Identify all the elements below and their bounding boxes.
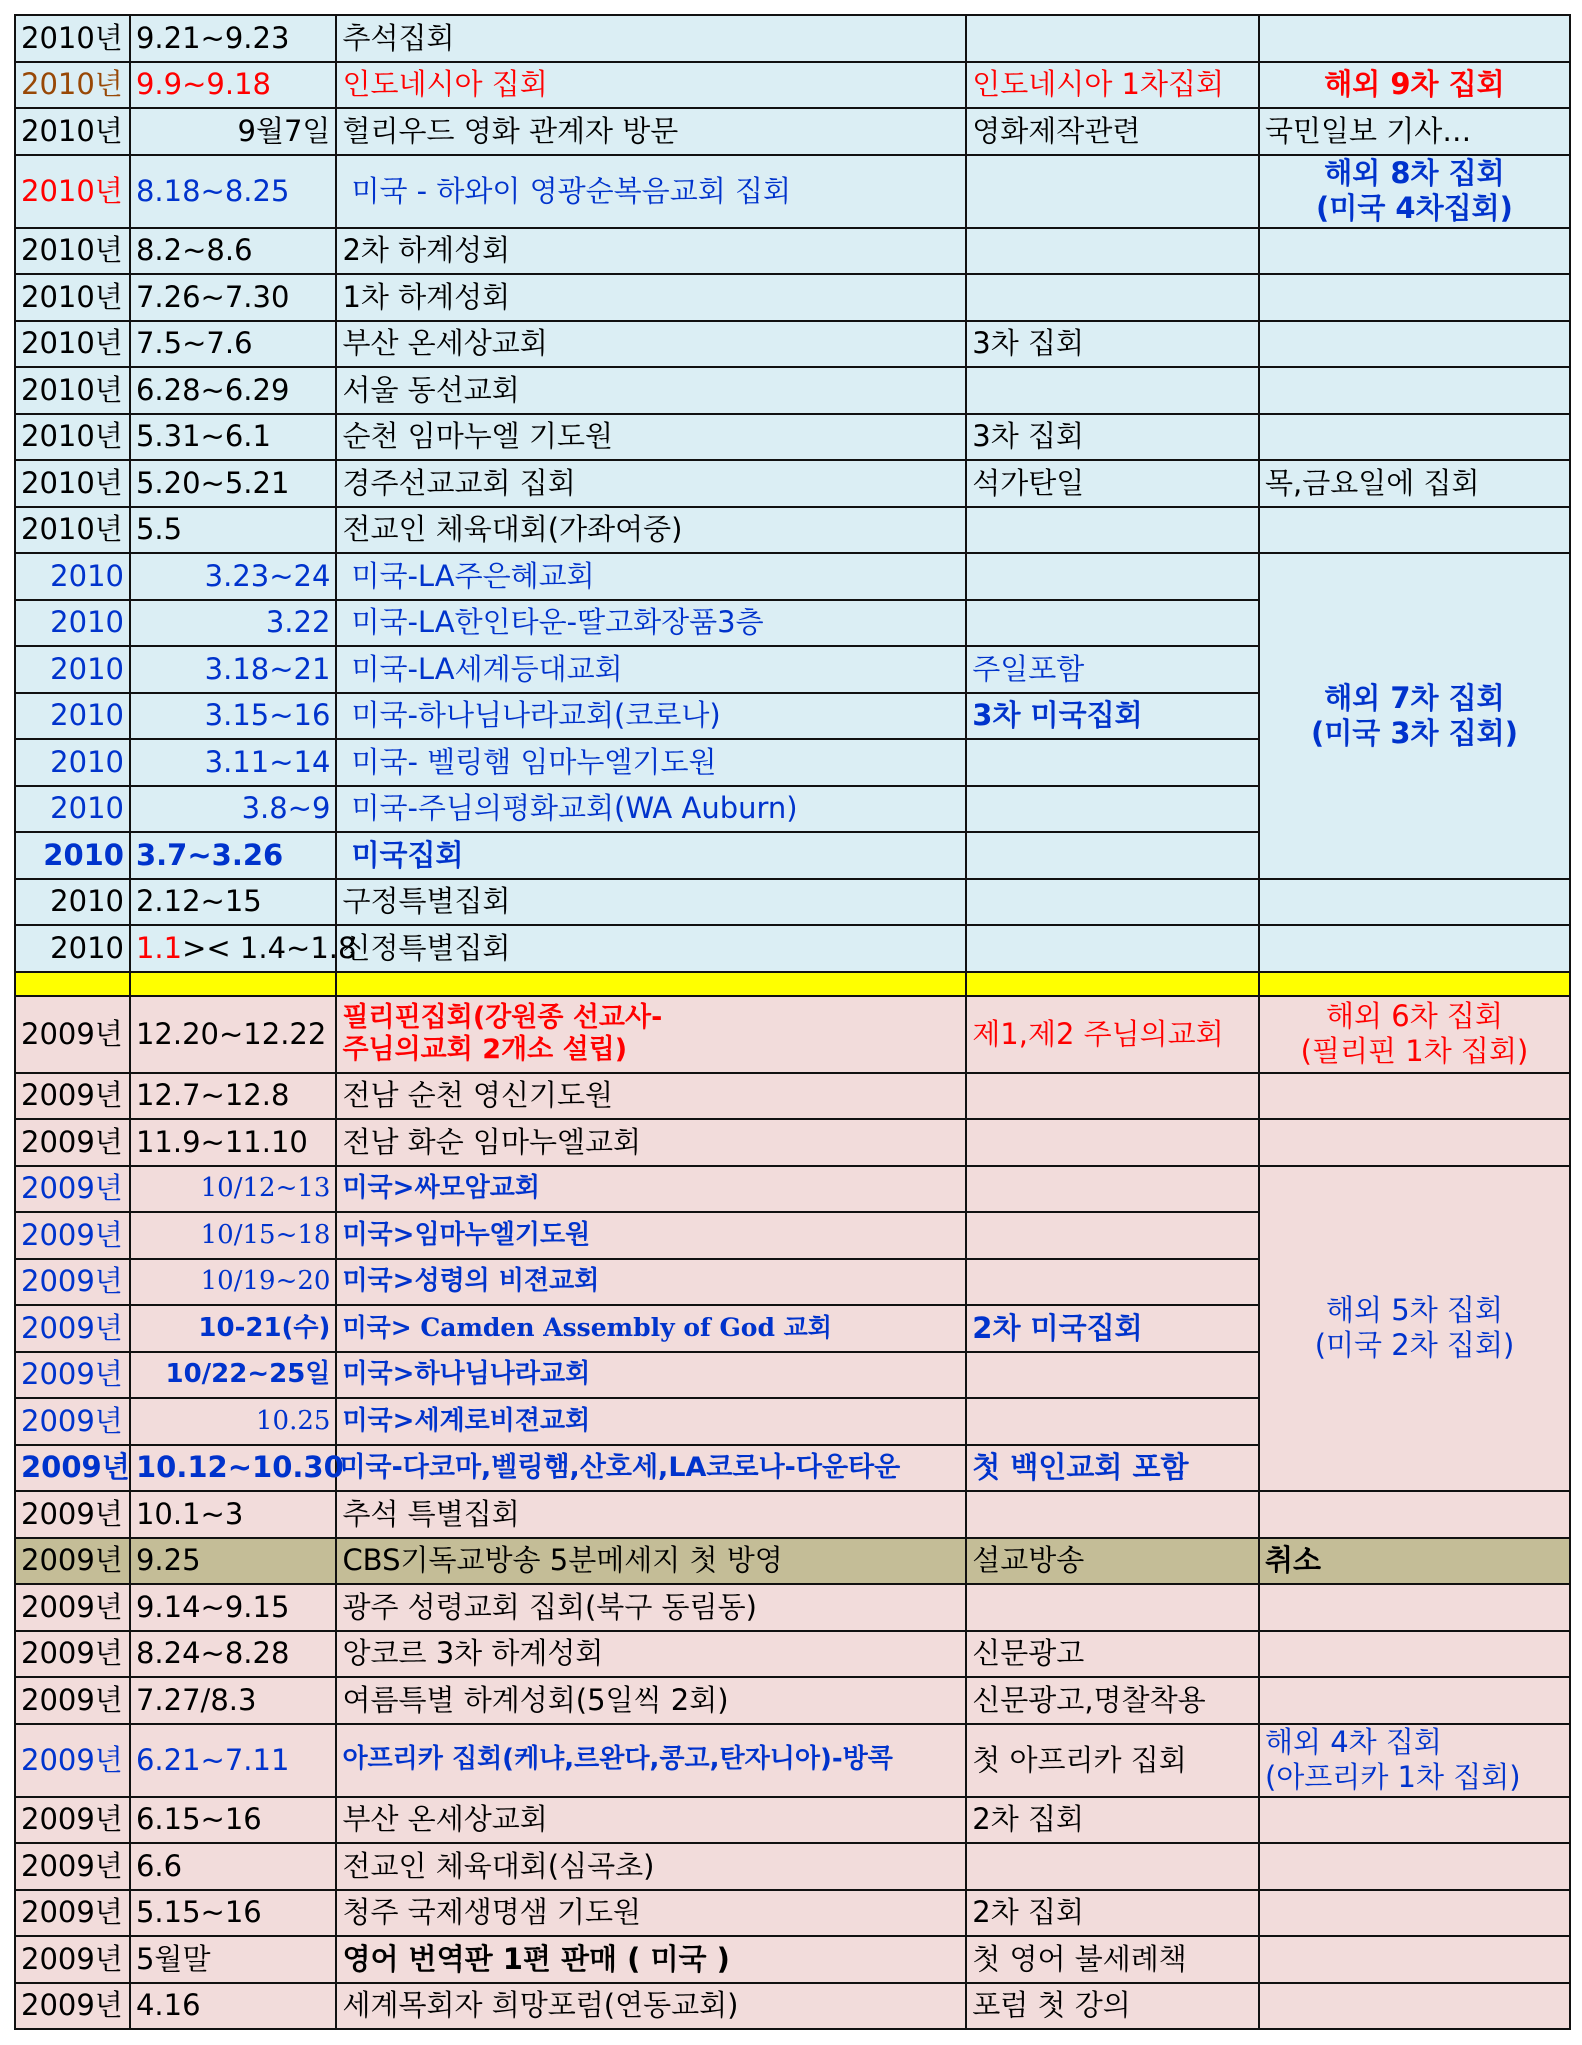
note-cell <box>966 1352 1259 1399</box>
note-cell: 신문광고,명찰착용 <box>966 1677 1259 1724</box>
event-cell: 2차 하계성회 <box>336 228 966 275</box>
year-cell: 2009년 <box>15 1797 130 1844</box>
date-cell: 10/15~18 <box>130 1212 336 1259</box>
overseas-cell: 취소 <box>1259 1538 1570 1585</box>
year-cell: 2010 <box>15 646 130 693</box>
overseas-cell <box>1259 228 1570 275</box>
date-cell: 8.24~8.28 <box>130 1631 336 1678</box>
date-cell: 5.5 <box>130 507 336 554</box>
note-cell: 제1,제2 주님의교회 <box>966 996 1259 1073</box>
overseas-cell <box>1259 1491 1570 1538</box>
table-row <box>15 1119 1570 1166</box>
table-row <box>15 367 1570 414</box>
note-cell <box>966 1212 1259 1259</box>
event-cell: 아프리카 집회(케냐,르완다,콩고,탄자니아)-방콕 <box>336 1724 966 1797</box>
year-cell: 2010년 <box>15 460 130 507</box>
year-cell: 2010년 <box>15 414 130 461</box>
year-cell: 2010년 <box>15 367 130 414</box>
overseas-cell <box>1259 1677 1570 1724</box>
table-row <box>15 1724 1570 1797</box>
table-row <box>15 879 1570 926</box>
overseas-cell <box>1259 321 1570 368</box>
event-cell: 전남 순천 영신기도원 <box>336 1073 966 1120</box>
date-cell: 9월7일 <box>130 108 336 155</box>
overseas-cell <box>1259 1073 1570 1120</box>
year-cell: 2010 <box>15 693 130 740</box>
date-cell: 10/22~25일 <box>130 1352 336 1399</box>
date-cell: 10/19~20 <box>130 1259 336 1306</box>
event-cell: 미국-다코마,벨링햄,산호세,LA코로나-다운타운 <box>336 1445 966 1492</box>
table-row <box>15 1166 1570 1213</box>
date-part: >< 1.4~1.8 <box>182 930 357 965</box>
event-cell: 세계목회자 희망포럼(연동교회) <box>336 1983 966 2030</box>
year-cell: 2010 <box>15 739 130 786</box>
event-cell: 부산 온세상교회 <box>336 1797 966 1844</box>
date-cell: 3.22 <box>130 600 336 647</box>
overseas-cell: 해외 4차 집회 (아프리카 1차 집회) <box>1259 1724 1570 1797</box>
overseas-cell <box>1259 1797 1570 1844</box>
event-cell: 미국집회 <box>336 832 966 879</box>
event-cell: 미국> Camden Assembly of God 교회 <box>336 1305 966 1352</box>
overseas-cell <box>1259 1631 1570 1678</box>
date-cell: 5.31~6.1 <box>130 414 336 461</box>
year-cell: 2010년 <box>15 507 130 554</box>
table-row <box>15 553 1570 600</box>
event-cell: 미국>하나님나라교회 <box>336 1352 966 1399</box>
event-cell: 앙코르 3차 하계성회 <box>336 1631 966 1678</box>
year-cell: 2009년 <box>15 1166 130 1213</box>
overseas-cell <box>1259 414 1570 461</box>
date-cell: 2.12~15 <box>130 879 336 926</box>
year-cell: 2009년 <box>15 1352 130 1399</box>
date-cell: 12.7~12.8 <box>130 1073 336 1120</box>
event-cell: 미국>싸모암교회 <box>336 1166 966 1213</box>
table-row <box>15 507 1570 554</box>
year-cell: 2010 <box>15 925 130 972</box>
event-cell: 경주선교교회 집회 <box>336 460 966 507</box>
table-row <box>15 1584 1570 1631</box>
overseas-cell <box>1259 879 1570 926</box>
note-cell <box>966 879 1259 926</box>
table-row <box>15 1797 1570 1844</box>
event-cell: 미국-LA세계등대교회 <box>336 646 966 693</box>
year-divider <box>15 972 1570 996</box>
event-cell: 추석 특별집회 <box>336 1491 966 1538</box>
note-cell: 2차 집회 <box>966 1797 1259 1844</box>
event-cell: 추석집회 <box>336 15 966 62</box>
date-cell: 9.9~9.18 <box>130 62 336 109</box>
date-cell: 10/12~13 <box>130 1166 336 1213</box>
event-cell: 청주 국제생명샘 기도원 <box>336 1890 966 1937</box>
event-cell: 구정특별집회 <box>336 879 966 926</box>
table-row <box>15 1491 1570 1538</box>
year-cell: 2010 <box>15 786 130 833</box>
table-row <box>15 1936 1570 1983</box>
table-row <box>15 62 1570 109</box>
year-cell: 2009년 <box>15 1584 130 1631</box>
year-cell: 2010년 <box>15 108 130 155</box>
year-cell: 2009년 <box>15 1936 130 1983</box>
year-cell: 2009년 <box>15 1212 130 1259</box>
table-row <box>15 15 1570 62</box>
note-cell <box>966 1259 1259 1306</box>
note-cell: 첫 영어 불세례책 <box>966 1936 1259 1983</box>
note-cell: 신문광고 <box>966 1631 1259 1678</box>
event-cell: CBS기독교방송 5분메세지 첫 방영 <box>336 1538 966 1585</box>
overseas-5-cell: 해외 5차 집회 (미국 2차 집회) <box>1259 1166 1570 1492</box>
date-cell: 11.9~11.10 <box>130 1119 336 1166</box>
event-cell: 필리핀집회(강원종 선교사- 주님의교회 2개소 설립) <box>336 996 966 1073</box>
date-cell: 3.8~9 <box>130 786 336 833</box>
table-row <box>15 1843 1570 1890</box>
note-cell <box>966 832 1259 879</box>
note-cell <box>966 1119 1259 1166</box>
date-cell: 5.15~16 <box>130 1890 336 1937</box>
date-cell: 9.25 <box>130 1538 336 1585</box>
table-row <box>15 155 1570 228</box>
date-cell: 5.20~5.21 <box>130 460 336 507</box>
note-cell <box>966 1491 1259 1538</box>
event-cell: 순천 임마누엘 기도원 <box>336 414 966 461</box>
event-cell: 미국>성령의 비젼교회 <box>336 1259 966 1306</box>
year-cell: 2009년 <box>15 1491 130 1538</box>
overseas-cell <box>1259 1584 1570 1631</box>
note-cell <box>966 739 1259 786</box>
table-row <box>15 108 1570 155</box>
table-row <box>15 1631 1570 1678</box>
date-cell: 7.26~7.30 <box>130 274 336 321</box>
date-cell: 5월말 <box>130 1936 336 1983</box>
year-cell: 2009년 <box>15 996 130 1073</box>
overseas-cell <box>1259 1119 1570 1166</box>
year-cell: 2010년 <box>15 228 130 275</box>
year-cell: 2010 <box>15 832 130 879</box>
table-row <box>15 274 1570 321</box>
date-cell: 8.2~8.6 <box>130 228 336 275</box>
note-cell <box>966 15 1259 62</box>
date-cell: 3.23~24 <box>130 553 336 600</box>
note-cell <box>966 600 1259 647</box>
event-cell: 서울 동선교회 <box>336 367 966 414</box>
note-cell: 3차 미국집회 <box>966 693 1259 740</box>
divider-cell <box>966 972 1259 996</box>
overseas-cell <box>1259 367 1570 414</box>
event-cell: 전남 화순 임마누엘교회 <box>336 1119 966 1166</box>
event-cell: 신정특별집회 <box>336 925 966 972</box>
note-cell <box>966 507 1259 554</box>
note-cell: 2차 미국집회 <box>966 1305 1259 1352</box>
table-row <box>15 925 1570 972</box>
note-cell: 인도네시아 1차집회 <box>966 62 1259 109</box>
date-part-red: 1.1 <box>135 930 183 965</box>
date-cell: 10.12~10.30 <box>130 1445 336 1492</box>
overseas-cell: 해외 9차 집회 <box>1259 62 1570 109</box>
note-cell <box>966 367 1259 414</box>
date-cell: 6.15~16 <box>130 1797 336 1844</box>
event-cell: 헐리우드 영화 관계자 방문 <box>336 108 966 155</box>
year-cell: 2010 <box>15 879 130 926</box>
year-cell: 2009년 <box>15 1677 130 1724</box>
year-cell: 2009년 <box>15 1983 130 2030</box>
overseas-7-cell: 해외 7차 집회 (미국 3차 집회) <box>1259 553 1570 879</box>
event-cell: 여름특별 하계성회(5일씩 2회) <box>336 1677 966 1724</box>
date-cell: 10.25 <box>130 1398 336 1445</box>
date-cell: 6.6 <box>130 1843 336 1890</box>
year-cell: 2010년 <box>15 155 130 228</box>
note-cell <box>966 228 1259 275</box>
date-cell <box>130 925 357 972</box>
event-cell: 전교인 체육대회(심곡초) <box>336 1843 966 1890</box>
year-cell: 2009년 <box>15 1398 130 1445</box>
year-cell: 2010년 <box>15 62 130 109</box>
event-cell: 광주 성령교회 집회(북구 동림동) <box>336 1584 966 1631</box>
date-cell: 3.7~3.26 <box>130 832 336 879</box>
year-cell: 2010년 <box>15 321 130 368</box>
year-cell: 2009년 <box>15 1631 130 1678</box>
overseas-cell <box>1259 1843 1570 1890</box>
year-cell: 2009년 <box>15 1119 130 1166</box>
overseas-cell <box>1259 1890 1570 1937</box>
date-cell: 10.1~3 <box>130 1491 336 1538</box>
date-cell: 9.21~9.23 <box>130 15 336 62</box>
note-cell: 3차 집회 <box>966 414 1259 461</box>
note-cell <box>966 1166 1259 1213</box>
event-cell: 미국-하나님나라교회(코로나) <box>336 693 966 740</box>
year-cell: 2009년 <box>15 1445 130 1492</box>
year-cell: 2009년 <box>15 1073 130 1120</box>
date-cell: 8.18~8.25 <box>130 155 336 228</box>
overseas-cell <box>1259 274 1570 321</box>
note-cell: 첫 아프리카 집회 <box>966 1724 1259 1797</box>
table-row <box>15 1983 1570 2030</box>
overseas-cell: 목,금요일에 집회 <box>1259 460 1570 507</box>
note-cell <box>966 786 1259 833</box>
date-cell: 6.21~7.11 <box>130 1724 336 1797</box>
note-cell: 포럼 첫 강의 <box>966 1983 1259 2030</box>
overseas-cell <box>1259 1936 1570 1983</box>
year-cell: 2009년 <box>15 1538 130 1585</box>
schedule-table <box>14 14 1571 2030</box>
event-cell: 1차 하계성회 <box>336 274 966 321</box>
note-cell: 설교방송 <box>966 1538 1259 1585</box>
year-cell: 2010년 <box>15 274 130 321</box>
year-cell: 2009년 <box>15 1305 130 1352</box>
event-cell: 영어 번역판 1편 판매 ( 미국 ) <box>336 1936 966 1983</box>
table-row <box>15 1677 1570 1724</box>
date-cell: 9.14~9.15 <box>130 1584 336 1631</box>
note-cell <box>966 1398 1259 1445</box>
overseas-cell <box>1259 925 1570 972</box>
year-cell: 2009년 <box>15 1259 130 1306</box>
table-row <box>15 996 1570 1073</box>
date-cell: 3.11~14 <box>130 739 336 786</box>
year-cell: 2010 <box>15 553 130 600</box>
schedule-body <box>15 15 1570 2029</box>
note-cell: 첫 백인교회 포함 <box>966 1445 1259 1492</box>
date-cell: 3.18~21 <box>130 646 336 693</box>
event-cell: 미국>세계로비젼교회 <box>336 1398 966 1445</box>
year-cell: 2009년 <box>15 1890 130 1937</box>
table-row <box>15 460 1570 507</box>
divider-cell <box>15 972 130 996</box>
overseas-cell <box>1259 15 1570 62</box>
overseas-cell: 국민일보 기사… <box>1259 108 1570 155</box>
table-row <box>15 228 1570 275</box>
note-cell: 3차 집회 <box>966 321 1259 368</box>
date-cell: 12.20~12.22 <box>130 996 336 1073</box>
event-cell: 전교인 체육대회(가좌여중) <box>336 507 966 554</box>
event-cell: 미국 - 하와이 영광순복음교회 집회 <box>336 155 966 228</box>
overseas-cell: 해외 6차 집회 (필리핀 1차 집회) <box>1259 996 1570 1073</box>
event-cell: 미국-LA주은혜교회 <box>336 553 966 600</box>
event-cell: 미국- 벨링햄 임마누엘기도원 <box>336 739 966 786</box>
table-row <box>15 1538 1570 1585</box>
table-row <box>15 414 1570 461</box>
date-cell: 10-21(수) <box>130 1305 336 1352</box>
table-row <box>15 1890 1570 1937</box>
event-cell: 미국>임마누엘기도원 <box>336 1212 966 1259</box>
date-cell: 3.15~16 <box>130 693 336 740</box>
divider-cell <box>336 972 966 996</box>
note-cell <box>966 1073 1259 1120</box>
event-cell: 부산 온세상교회 <box>336 321 966 368</box>
date-cell: 6.28~6.29 <box>130 367 336 414</box>
overseas-cell <box>1259 1983 1570 2030</box>
date-cell: 7.5~7.6 <box>130 321 336 368</box>
year-cell: 2009년 <box>15 1843 130 1890</box>
note-cell <box>966 274 1259 321</box>
note-cell <box>966 155 1259 228</box>
note-cell <box>966 925 1259 972</box>
date-cell: 7.27/8.3 <box>130 1677 336 1724</box>
divider-cell <box>130 972 336 996</box>
event-cell: 미국-주님의평화교회(WA Auburn) <box>336 786 966 833</box>
event-cell: 인도네시아 집회 <box>336 62 966 109</box>
note-cell <box>966 553 1259 600</box>
overseas-cell: 해외 8차 집회 (미국 4차집회) <box>1259 155 1570 228</box>
note-cell <box>966 1584 1259 1631</box>
year-cell: 2010년 <box>15 15 130 62</box>
note-cell: 주일포함 <box>966 646 1259 693</box>
year-cell: 2010 <box>15 600 130 647</box>
divider-cell <box>1259 972 1570 996</box>
event-cell: 미국-LA한인타운-딸고화장품3층 <box>336 600 966 647</box>
year-cell: 2009년 <box>15 1724 130 1797</box>
date-cell: 4.16 <box>130 1983 336 2030</box>
note-cell: 2차 집회 <box>966 1890 1259 1937</box>
note-cell: 영화제작관련 <box>966 108 1259 155</box>
table-row <box>15 1073 1570 1120</box>
note-cell: 석가탄일 <box>966 460 1259 507</box>
overseas-cell <box>1259 507 1570 554</box>
table-row <box>15 321 1570 368</box>
note-cell <box>966 1843 1259 1890</box>
